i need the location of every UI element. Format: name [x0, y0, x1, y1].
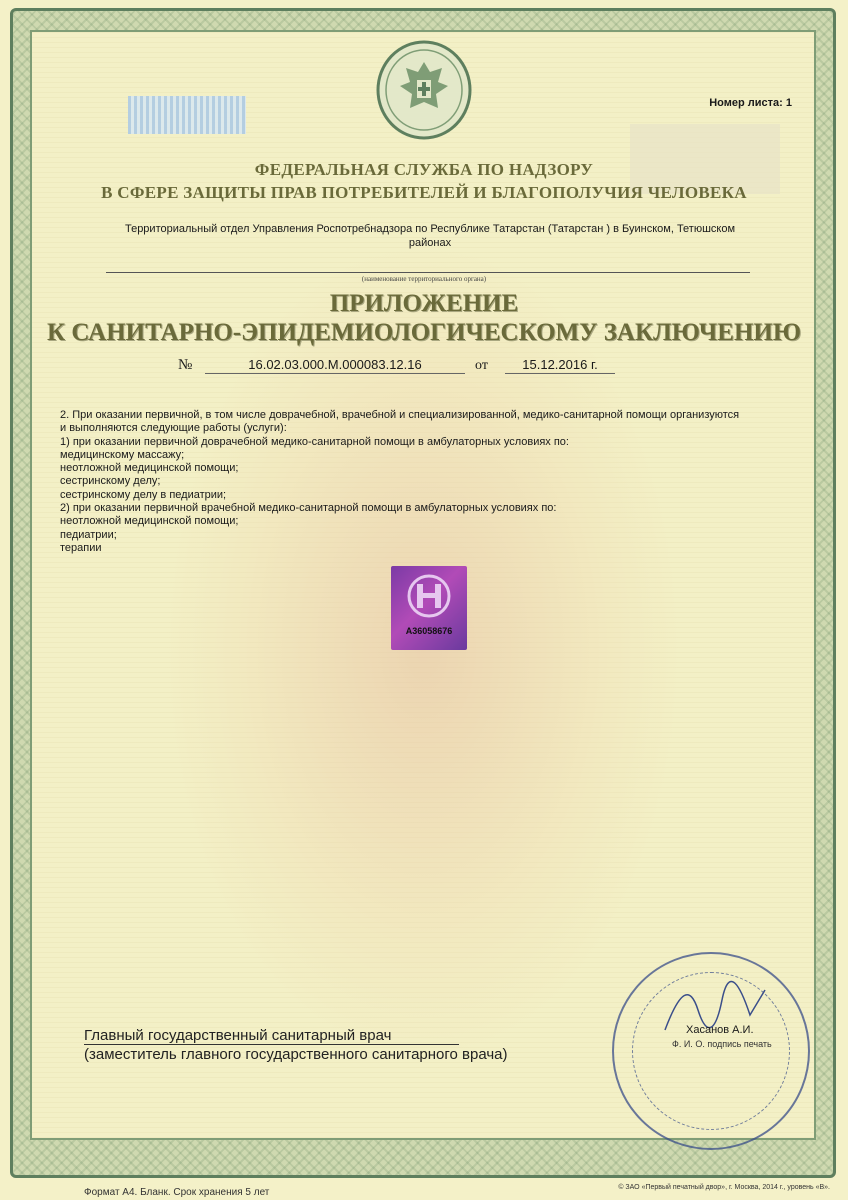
text-line: медицинскому массажу;	[60, 448, 185, 461]
signatory-position: Главный государственный санитарный врач	[84, 1027, 459, 1045]
text-line: сестринскому делу;	[60, 475, 161, 488]
sheet-number: Номер листа: 1	[709, 97, 792, 109]
hologram-logo-icon	[391, 566, 467, 626]
territorial-caption: (наименование территориального органа)	[361, 275, 487, 283]
text-line: 2. При оказании первичной, в том числе доврачебной, врачебной и специализированной, медико-санитарной помощи организуются	[60, 409, 740, 421]
text-line: 2) при оказании первичной врачебной медико-санитарной помощи в амбулаторных условиях по:	[60, 502, 557, 515]
hologram-code: А36058676	[405, 626, 453, 636]
text-line: терапии	[60, 541, 102, 554]
services-text	[60, 409, 780, 555]
date-label: от	[475, 358, 488, 373]
agency-name-line2: В СФЕРЕ ЗАЩИТЫ ПРАВ ПОТРЕБИТЕЛЕЙ И БЛАГОПОЛУЧИЯ ЧЕЛОВЕКА	[101, 183, 747, 202]
form-footer: Формат А4. Бланк. Срок хранения 5 лет	[84, 1187, 270, 1198]
number-label: №	[178, 357, 193, 373]
territorial-underline	[106, 272, 750, 273]
text-line: 1) при оказании первичной доврачебной медико-санитарной помощи в амбулаторных условиях по:	[60, 435, 569, 448]
text-line: педиатрии;	[60, 528, 117, 541]
document-subtitle: К САНИТАРНО-ЭПИДЕМИОЛОГИЧЕСКОМУ ЗАКЛЮЧЕНИЮ	[47, 319, 801, 346]
document-date: 15.12.2016 г.	[505, 357, 615, 374]
emblem-icon	[374, 40, 474, 140]
territorial-body: Территориальный отдел Управления Роспотребнадзора по Республике Татарстан (Татарстан ) в Буинском, Тетюшском районах	[124, 223, 736, 249]
document-title: ПРИЛОЖЕНИЕ	[329, 290, 519, 317]
text-line: неотложной медицинской помощи;	[60, 462, 239, 475]
signatory-position-alt: (заместитель главного государственного санитарного врача)	[84, 1046, 508, 1063]
hologram-sticker	[391, 566, 467, 650]
text-line: неотложной медицинской помощи;	[60, 515, 239, 528]
printer-footer: © ЗАО «Первый печатный двор», г. Москва, 2014 г., уровень «В».	[618, 1184, 830, 1191]
agency-name-line1: ФЕДЕРАЛЬНАЯ СЛУЖБА ПО НАДЗОРУ	[254, 160, 594, 179]
signer-caption: Ф. И. О. подпись печать	[672, 1039, 772, 1049]
text-line: сестринскому делу в педиатрии;	[60, 488, 227, 501]
signer-name: Хасанов А.И.	[686, 1024, 754, 1036]
document-number: 16.02.03.000.М.000083.12.16	[205, 357, 465, 374]
hologram-strip	[128, 96, 246, 134]
text-line: и выполняются следующие работы (услуги):	[60, 422, 287, 435]
